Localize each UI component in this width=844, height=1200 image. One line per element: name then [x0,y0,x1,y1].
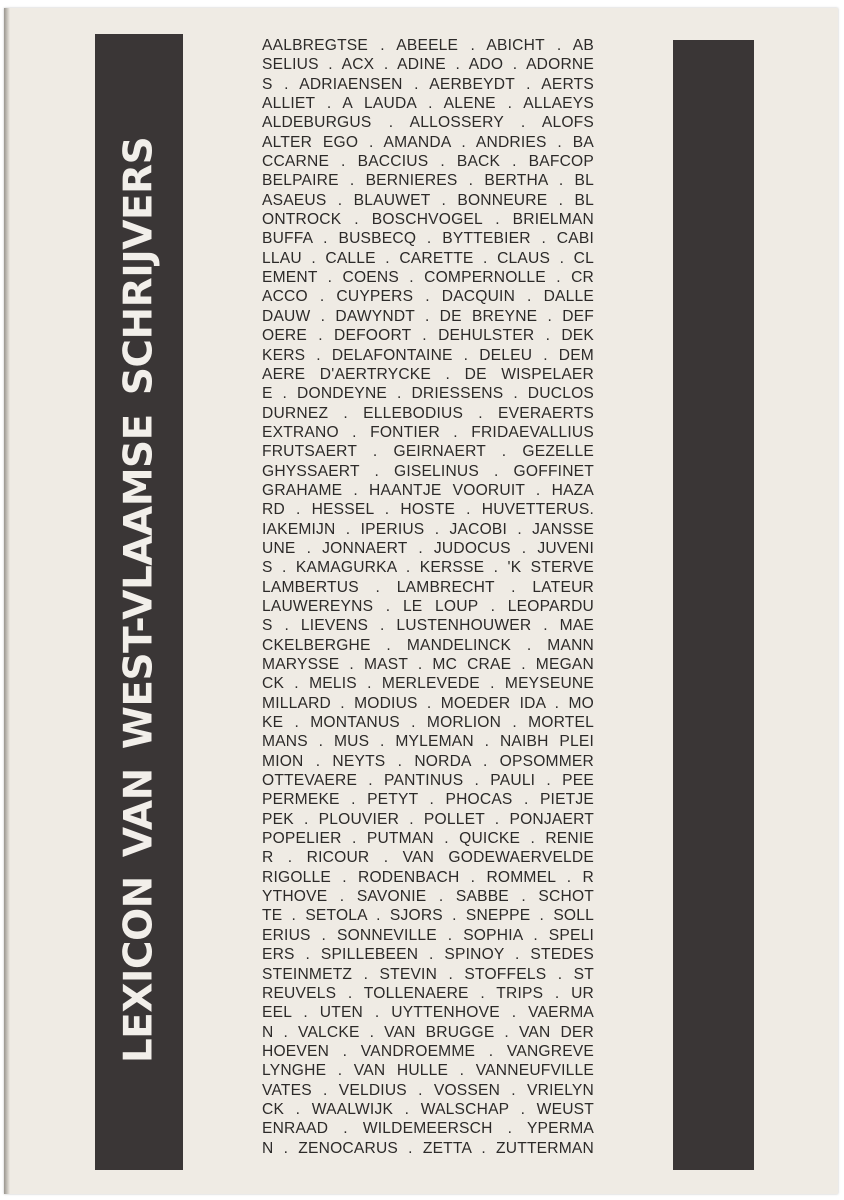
author-names-line: CCARNE . BACCIUS . BACK . BAFCOP [262,153,594,171]
author-names-line: BELPAIRE . BERNIERES . BERTHA . BL [262,172,594,190]
author-names-line: TE . SETOLA . SJORS . SNEPPE . SOLL [262,907,594,925]
author-names-line: LAMBERTUS . LAMBRECHT . LATEUR [262,578,594,596]
author-names-line: BUFFA . BUSBECQ . BYTTEBIER . CABI [262,230,594,248]
author-names-line: CK . WAALWIJK . WALSCHAP . WEUST [262,1100,594,1118]
author-names-line: N . VALCKE . VAN BRUGGE . VAN DER [262,1023,594,1041]
author-names-line: ALLIET . A LAUDA . ALENE . ALLAEYS [262,95,594,113]
author-names-list [262,36,594,1158]
author-names-line: S . LIEVENS . LUSTENHOUWER . MAE [262,617,594,635]
author-names-line: MILLARD . MODIUS . MOEDER IDA . MO [262,694,594,712]
author-names-line: OTTEVAERE . PANTINUS . PAULI . PEE [262,772,594,790]
author-names-line: MION . NEYTS . NORDA . OPSOMMER [262,752,594,770]
author-names-line: DURNEZ . ELLEBODIUS . EVERAERTS [262,404,594,422]
author-names-line: REUVELS . TOLLENAERE . TRIPS . UR [262,984,594,1002]
author-names-line: EMENT . COENS . COMPERNOLLE . CR [262,269,594,287]
author-names-line: ASAEUS . BLAUWET . BONNEURE . BL [262,191,594,209]
author-names-line: AERE D'AERTRYCKE . DE WISPELAER [262,365,594,383]
author-names-line: ALTER EGO . AMANDA . ANDRIES . BA [262,133,594,151]
author-names-line: ERS . SPILLEBEEN . SPINOY . STEDES [262,946,594,964]
author-names-line: CKELBERGHE . MANDELINCK . MANN [262,636,594,654]
author-names-line: ERIUS . SONNEVILLE . SOPHIA . SPELI [262,926,594,944]
author-names-line: FRUTSAERT . GEIRNAERT . GEZELLE [262,443,594,461]
author-names-line: PERMEKE . PETYT . PHOCAS . PIETJE [262,791,594,809]
author-names-line: SELIUS . ACX . ADINE . ADO . ADORNE [262,56,594,74]
author-names-line: AALBREGTSE . ABEELE . ABICHT . AB [262,37,594,54]
author-names-line: KE . MONTANUS . MORLION . MORTEL [262,714,594,732]
author-names-line: VATES . VELDIUS . VOSSEN . VRIELYN [262,1081,594,1099]
author-names-line: ONTROCK . BOSCHVOGEL . BRIELMAN [262,211,594,229]
author-names-line: MANS . MUS . MYLEMAN . NAIBH PLEI [262,733,594,751]
author-names-line: R . RICOUR . VAN GODEWAERVELDE [262,849,594,867]
author-names-line: PEK . PLOUVIER . POLLET . PONJAERT [262,810,594,828]
author-names-line: GRAHAME . HAANTJE VOORUIT . HAZA [262,481,594,499]
author-names-line: EEL . UTEN . UYTTENHOVE . VAERMA [262,1004,594,1022]
author-names-line: ENRAAD . WILDEMEERSCH . YPERMA [262,1120,594,1138]
author-names-line: IAKEMIJN . IPERIUS . JACOBI . JANSSE [262,520,594,538]
author-names-line: ACCO . CUYPERS . DACQUIN . DALLE [262,288,594,306]
author-names-line: LAUWEREYNS . LE LOUP . LEOPARDU [262,597,594,615]
right-decorative-bar [673,40,754,1170]
author-names-line: S . ADRIAENSEN . AERBEYDT . AERTS [262,75,594,93]
author-names-line: CK . MELIS . MERLEVEDE . MEYSEUNE [262,675,594,693]
author-names-line: YTHOVE . SAVONIE . SABBE . SCHOT [262,888,594,906]
author-names-line: GHYSSAERT . GISELINUS . GOFFINET [262,462,594,480]
author-names-line: LYNGHE . VAN HULLE . VANNEUFVILLE [262,1062,594,1080]
author-names-line: S . KAMAGURKA . KERSSE . 'K STERVE [262,559,594,577]
author-names-line: UNE . JONNAERT . JUDOCUS . JUVENI [262,539,594,557]
author-names-line: ALDEBURGUS . ALLOSSERY . ALOFS [262,114,594,132]
author-names-line: EXTRANO . FONTIER . FRIDAEVALLIUS [262,423,594,441]
book-title: LEXICON VAN WEST-VLAAMSE SCHRIJVERS [116,136,162,1064]
author-names-line: RD . HESSEL . HOSTE . HUVETTERUS. [262,501,594,519]
author-names-line: OERE . DEFOORT . DEHULSTER . DEK [262,327,594,345]
author-names-line: N . ZENOCARUS . ZETTA . ZUTTERMAN [262,1139,594,1157]
author-names-line: RIGOLLE . RODENBACH . ROMMEL . R [262,868,594,886]
author-names-line: STEINMETZ . STEVIN . STOFFELS . ST [262,965,594,983]
author-names-line: POPELIER . PUTMAN . QUICKE . RENIE [262,830,594,848]
author-names-line: DAUW . DAWYNDT . DE BREYNE . DEF [262,307,594,325]
book-spine-edge [4,8,10,1194]
author-names-line: E . DONDEYNE . DRIESSENS . DUCLOS [262,385,594,403]
author-names-line: LLAU . CALLE . CARETTE . CLAUS . CL [262,249,594,267]
author-names-line: HOEVEN . VANDROEMME . VANGREVE [262,1042,594,1060]
author-names-line: MARYSSE . MAST . MC CRAE . MEGAN [262,656,594,673]
author-names-line: KERS . DELAFONTAINE . DELEU . DEM [262,346,594,364]
